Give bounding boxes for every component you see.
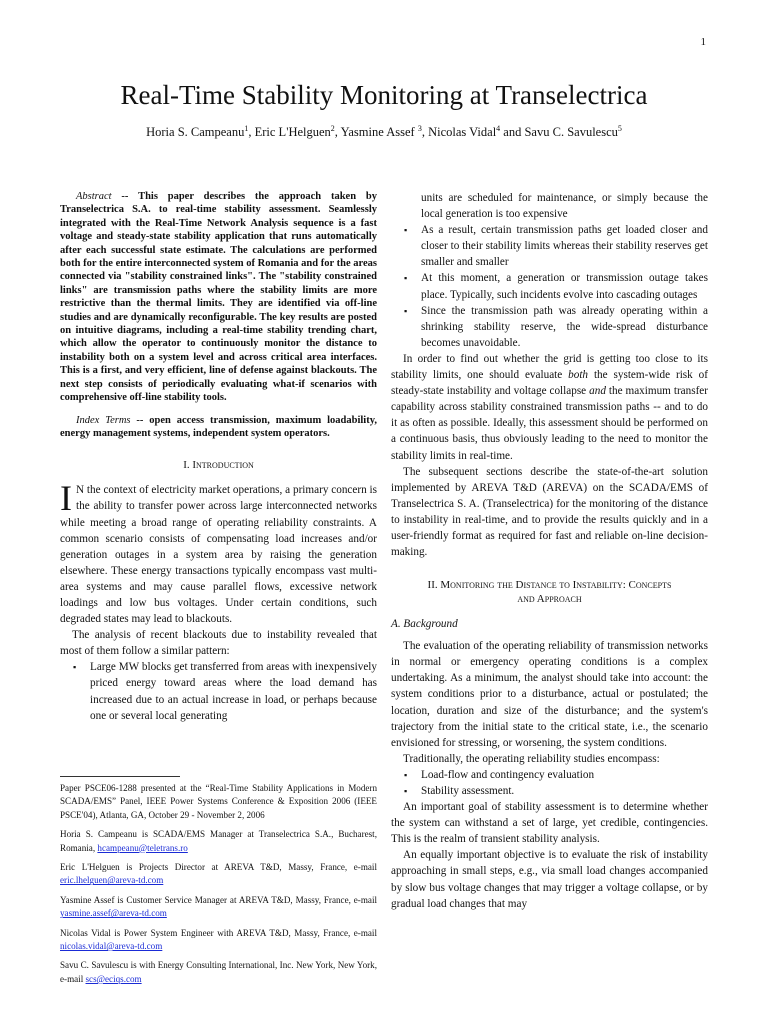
- author-separator: and: [500, 125, 525, 140]
- author-name: Yasmine Assef: [340, 125, 418, 140]
- author-separator: ,: [334, 125, 341, 140]
- footnote-text: Eric L'Helguen is Projects Director at AREVA T&D, Massy, France, e-mail: [60, 862, 377, 873]
- bullet-icon: ▪: [404, 769, 408, 780]
- author-affiliation-marker: 3: [417, 124, 422, 133]
- blackout-pattern-list-right: [391, 190, 708, 351]
- index-terms-lead: Index Terms: [76, 414, 131, 426]
- footnote-text: Savu C. Savulescu is with Energy Consulting International, Inc. New York, New York, e-mail: [60, 960, 377, 984]
- intro-paragraph-4: The subsequent sections describe the state-of-the-art solution implemented by AREVA T&D (AREVA) on the SCADA/EMS of Transelectrica S. A. (Transelectrica) for the monitoring of the distance to instability in real-time, and to provide the results quickly and in a user-friendly format as required for fast and reliable on-line decision-making.: [391, 465, 708, 559]
- footnotes: [60, 776, 377, 992]
- page-number: 1: [700, 36, 706, 48]
- intro-paragraph-2: The analysis of recent blackouts due to instability revealed that most of them follow a similar pattern:: [60, 629, 377, 658]
- background-paragraph-3: An important goal of stability assessment is to determine whether the system can withstand a set of large, yet credible, contingencies. This is the realm of transient stability analysis.: [391, 801, 708, 846]
- footnote-text: Nicolas Vidal is Power System Engineer with AREVA T&D, Massy, France, e-mail: [60, 927, 377, 938]
- footnote-text: Yasmine Assef is Customer Service Manager at AREVA T&D, Massy, France, e-mail: [60, 894, 377, 905]
- email-link[interactable]: eric.lhelguen@areva-td.com: [60, 875, 164, 886]
- footnote-text: Paper PSCE06-1288 presented at the “Real-Time Stability Applications in Modern SCADA/EMS” Panel, IEEE Power Systems Conference & Exposition 2006 (IEEE PSCE'04), Atlanta, GA, October 29 - November 2, 2006: [60, 783, 377, 820]
- blackout-pattern-list-left: [60, 659, 377, 723]
- left-column: [60, 190, 377, 724]
- paper-title: Real-Time Stability Monitoring at Transelectrica: [120, 80, 648, 110]
- drop-cap: I: [60, 478, 72, 519]
- list-item: ▪ Large MW blocks get transferred from areas with inexpensively priced energy toward areas where the load demand has increased due to an actual increase in load, or perhaps because one or several local generating: [73, 661, 377, 722]
- subsection-a-heading: A. Background: [391, 618, 458, 631]
- list-item: ▪ Stability assessment.: [421, 783, 708, 799]
- index-terms: [60, 414, 377, 441]
- bullet-icon: ▪: [404, 273, 408, 284]
- background-paragraph-4: An equally important objective is to evaluate the risk of instability approaching in small steps, e.g., via small load changes accompanied by slow bus voltage changes that may trigger a voltage collapse, or by gradual load changes that may: [391, 849, 708, 910]
- bullet-icon: ▪: [404, 225, 408, 236]
- list-item: ▪ Load-flow and contingency evaluation: [421, 767, 708, 783]
- footnote: [60, 959, 377, 986]
- list-item: ▪ As a result, certain transmission paths get loaded closer and closer to their stability limits whereas their stability reserves get smaller and smaller: [404, 224, 708, 269]
- email-link[interactable]: hcampeanu@teletrans.ro: [97, 842, 188, 853]
- background-paragraph-2: Traditionally, the operating reliability studies encompass:: [403, 752, 660, 765]
- bullet-icon: ▪: [404, 786, 408, 796]
- footnote: [60, 782, 377, 822]
- email-link[interactable]: yasmine.assef@areva-td.com: [60, 908, 167, 919]
- abstract: [60, 190, 377, 405]
- author-list: [0, 124, 768, 140]
- background-paragraph-1: The evaluation of the operating reliability of transmission networks in normal or emergency operating conditions is a complex undertaking. As a minimum, the analyst should take into account: the system conditions prior to a disturbance, actual or postulated; the location, duration and size of the disturbance; and the system's trajectory from the initial state to the critical state, i.e., the scenario envisioned for stressing, or worsening, the system conditions.: [391, 640, 708, 749]
- author-separator: ,: [421, 125, 429, 140]
- author-affiliation-marker: 1: [244, 124, 249, 133]
- author-name: Savu C. Savulescu: [524, 125, 618, 140]
- bullet-icon: ▪: [73, 662, 77, 673]
- right-column: [391, 190, 708, 912]
- list-item: ▪ Since the transmission path was already operating within a shrinking stability reserve, the wide-spread disturbance becomes unavoidable.: [404, 304, 708, 349]
- author-affiliation-marker: 4: [496, 124, 501, 133]
- author-name: Eric L'Helguen: [254, 125, 331, 140]
- intro-paragraph-3: In order to find out whether the grid is getting too close to its stability limits, one should evaluate both the system-wide risk of steady-state instability and voltage collapse and the maximum transfer capability across stability constrained transmission paths -- and to do it as often as possible. Ideally, this assessment should be performed on a continuous basis, thus obviously leading to the need to monitor the stability limits in real-time.: [391, 352, 708, 462]
- list-item: ▪ At this moment, a generation or transmission outage takes place. Typically, such incidents evolve into cascading outages: [404, 272, 708, 301]
- section-2-heading: II. Monitoring the Distance to Instability: Concepts and Approach: [427, 579, 672, 606]
- bullet-icon: ▪: [404, 305, 408, 316]
- section-1-heading: I. Introduction: [183, 459, 254, 472]
- list-item-continued: units are scheduled for maintenance, or simply because the local generation is too expensive: [421, 192, 708, 221]
- footnote: [60, 828, 377, 855]
- author-affiliation-marker: 2: [330, 124, 335, 133]
- intro-paragraph-1-text: N the context of electricity market operations, a primary concern is the ability to transfer power across large interconnected networks while meeting a broad range of operating reliability constraints. A common scenario consists of compensating load increases and/or generation outages in a system area by raising the generation elsewhere. These energy transactions typically encompass vast multi-area systems and may cause parallel flows, excessive network loadings and low bus voltages. Under certain conditions, such degraded states may lead to blackouts.: [60, 484, 377, 626]
- index-terms-text: -- open access transmission, maximum loadability, energy management systems, independent system operators.: [60, 414, 377, 439]
- intro-paragraph-1: [60, 478, 377, 627]
- email-link[interactable]: scs@eciqs.com: [85, 973, 142, 984]
- abstract-text: -- This paper describes the approach taken by Transelectrica S.A. to real-time stability assessment. Seamlessly integrated with the Real-Time Network Analysis sequence is a fast voltage and steady-state stability application that runs automatically after each successful state estimate. The calculations are performed both for the entire interconnected system of Romania and for the areas connected via "stability constrained links". The "stability constrained links" are transmission paths where the stability limits are more restrictive than the thermal limits. They are identified via off-line studies and are dynamically reconfigurable. The key results are posted on intuitive diagrams, including a real-time stability trending chart, which allow the operator to continuously monitor the distance to instability both on a system level and across critical area interfaces. This is a first, and very efficient, line of defense against blackouts. The next step consists of periodically evaluating what-if scenarios with comprehensive off-line stability tools.: [60, 191, 377, 404]
- author-separator: ,: [248, 125, 255, 140]
- study-types-list: [391, 767, 708, 799]
- footnote: [60, 861, 377, 888]
- footnote-text: Horia S. Campeanu is SCADA/EMS Manager at Transelectrica S.A., Bucharest, Romania,: [60, 829, 377, 853]
- abstract-lead: Abstract: [76, 191, 112, 202]
- email-link[interactable]: nicolas.vidal@areva-td.com: [60, 941, 163, 952]
- author-affiliation-marker: 5: [617, 124, 622, 133]
- author-name: Horia S. Campeanu: [146, 125, 245, 140]
- footnote: [60, 927, 377, 954]
- footnote: [60, 894, 377, 921]
- author-name: Nicolas Vidal: [428, 125, 497, 140]
